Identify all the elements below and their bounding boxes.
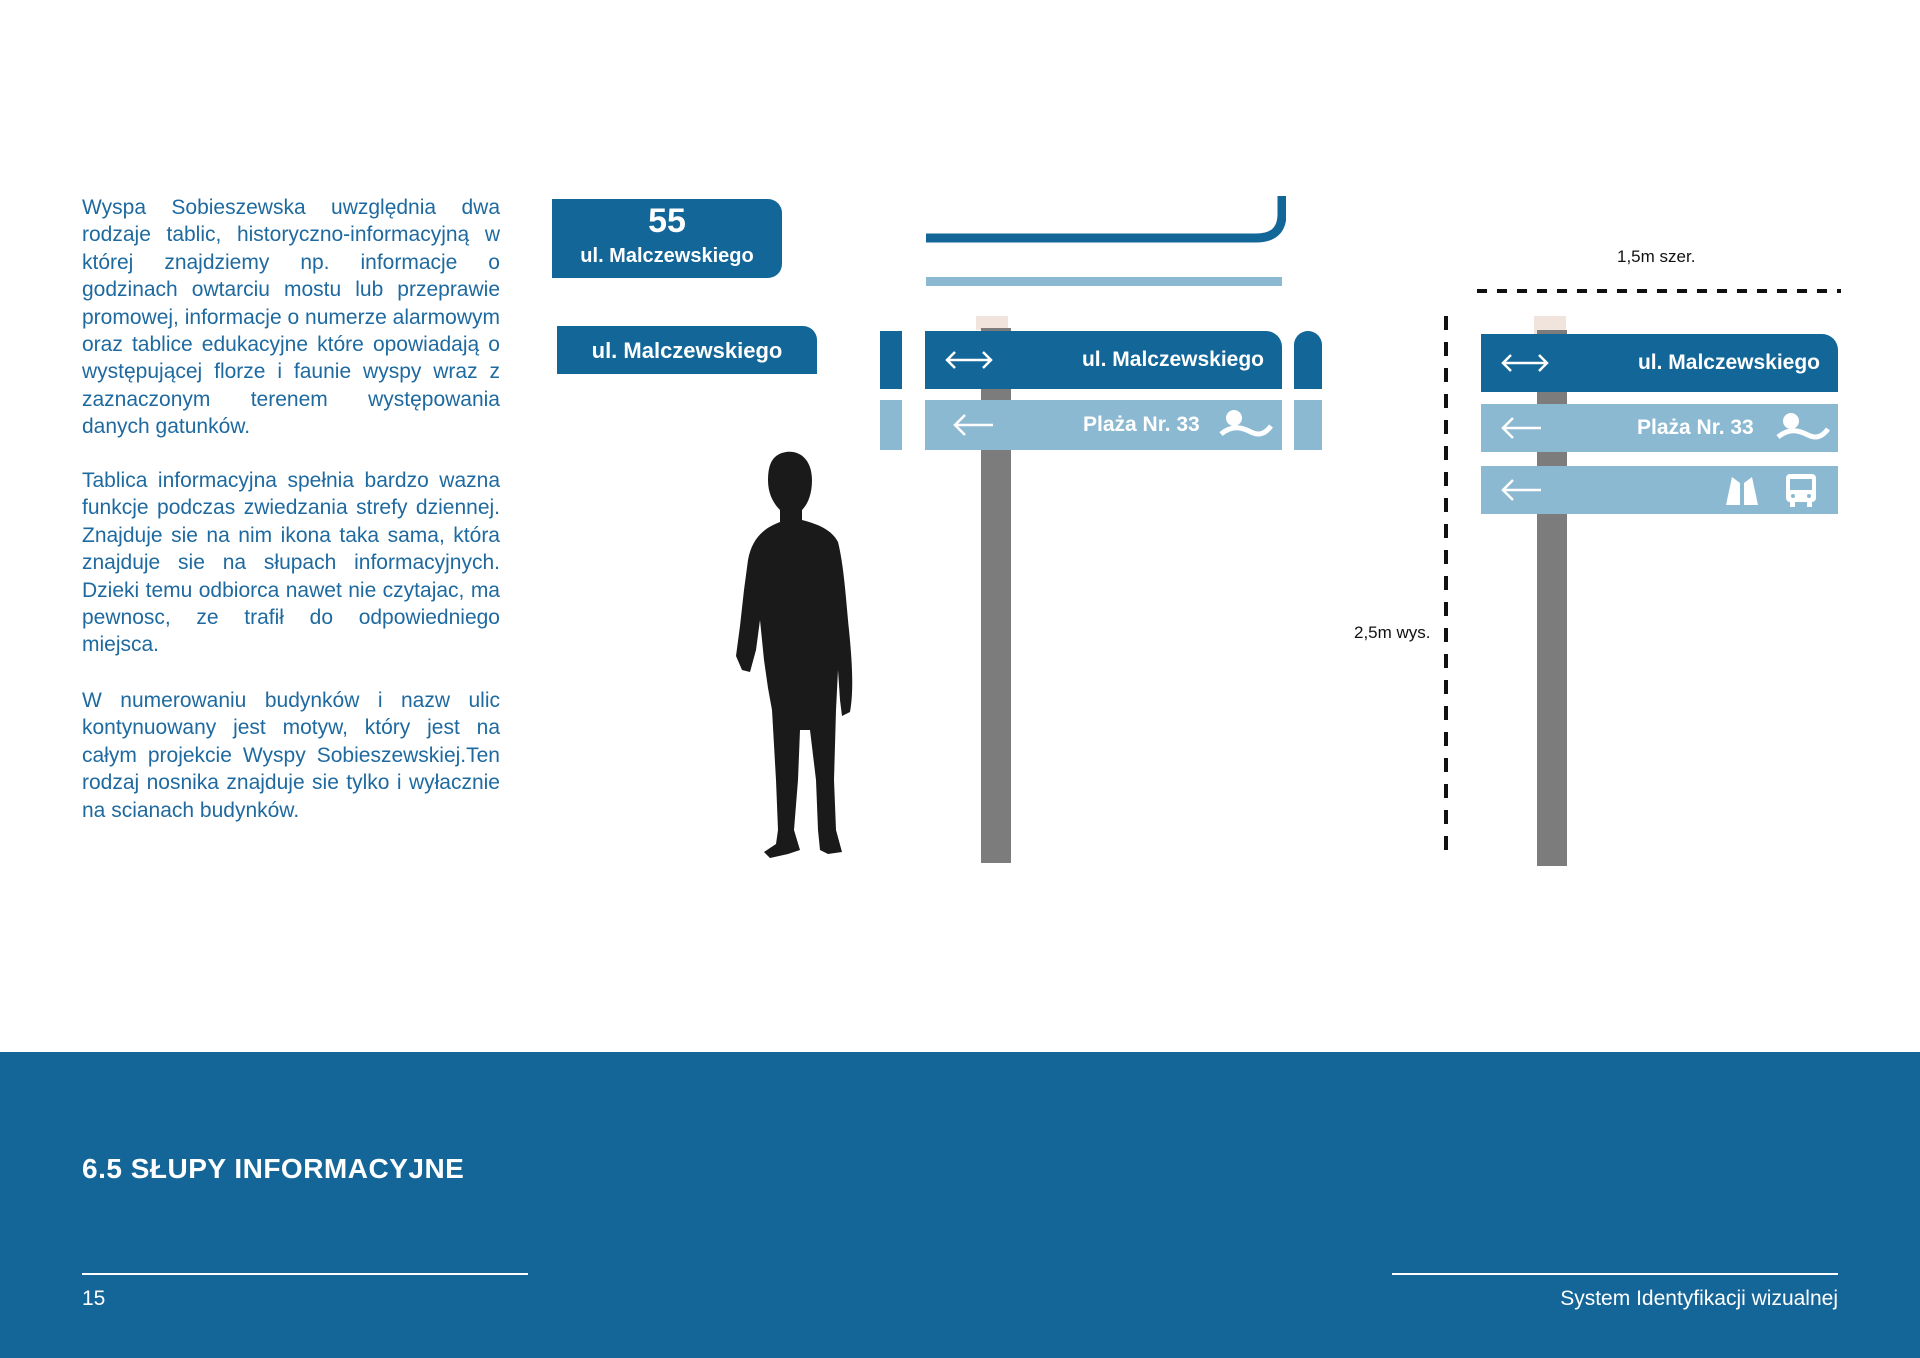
footer-rule-right <box>1392 1273 1838 1275</box>
sign-front-street-panel <box>925 331 1282 389</box>
sign-right-beach: Plaża Nr. 33 <box>1637 416 1754 439</box>
bus-icon <box>1784 472 1818 508</box>
height-dimension-line <box>1443 314 1449 858</box>
sign-front-beach-panel <box>925 400 1282 450</box>
person-silhouette <box>728 450 858 865</box>
sign-front-beach: Plaża Nr. 33 <box>1083 413 1200 436</box>
width-dimension-line <box>1475 288 1843 294</box>
page-number: 15 <box>82 1287 106 1310</box>
sign-right-beach-panel <box>1481 404 1838 452</box>
footer-band <box>0 1052 1920 1358</box>
book-icon <box>1724 473 1760 507</box>
sign-front-right-edge <box>1294 331 1322 389</box>
width-dimension-label: 1,5m szer. <box>1617 247 1696 266</box>
paragraph-1: Wyspa Sobieszewska uwzględnia dwa rodzaje tablic, historyczno-informacyjną w której znajdziemy np. informacje o godzinach owtarciu mostu lub przeprawie promowej, informacje o numerze alarmowym oraz tablice edukacyjne które opowiadają o występującej florze i faunie wyspy wraz z zaznaczonym terenem występowania danych gatunków. <box>82 196 500 439</box>
height-dimension-label: 2,5m wys. <box>1354 623 1431 642</box>
double-arrow-icon <box>1501 351 1549 375</box>
section-title: 6.5 SŁUPY INFORMACYJNE <box>82 1153 465 1184</box>
sign-front-left-edge <box>880 331 902 389</box>
house-plate-street: ul. Malczewskiego <box>580 245 754 267</box>
double-arrow-icon <box>945 348 993 372</box>
left-arrow-icon <box>1501 478 1543 502</box>
street-plate-label: ul. Malczewskiego <box>591 338 783 363</box>
sign-front-left-edge-light <box>880 400 902 450</box>
street-name-plate <box>557 326 817 374</box>
house-number-plate <box>552 199 782 278</box>
swimmer-icon <box>1776 411 1830 445</box>
document-name: System Identyfikacji wizualnej <box>1560 1287 1838 1310</box>
swimmer-icon <box>1219 408 1273 442</box>
sign-right-services-panel <box>1481 466 1838 514</box>
left-arrow-icon <box>1501 416 1543 440</box>
house-number: 55 <box>648 202 686 240</box>
footer-rule-left <box>82 1273 528 1275</box>
left-arrow-icon <box>953 413 995 437</box>
sign-top-view <box>920 194 1286 290</box>
paragraph-2: Tablica informacyjna spełnia bardzo wazna funkcje podczas zwiedzania strefy dziennej. Znajduje sie na nim ikona taka sama, która znajduje sie na słupach informacyjnych. Dzieki temu odbiorca nawet nie czytajac, ma pewnosc, ze trafił do odpowiedniego miejsca. <box>82 469 500 657</box>
paragraph-3: W numerowaniu budynków i nazw ulic kontynuowany jest motyw, który jest na całym projekcie Wyspy Sobieszewskiej.Ten rodzaj nosnika znajduje sie tylko i wyłacznie na scianach budynków. <box>82 689 500 822</box>
sign-right-street-panel <box>1481 334 1838 392</box>
sign-front-right-edge-light <box>1294 400 1322 450</box>
sign-front-street: ul. Malczewskiego <box>1081 348 1264 371</box>
sign-right-street: ul. Malczewskiego <box>1637 351 1820 374</box>
